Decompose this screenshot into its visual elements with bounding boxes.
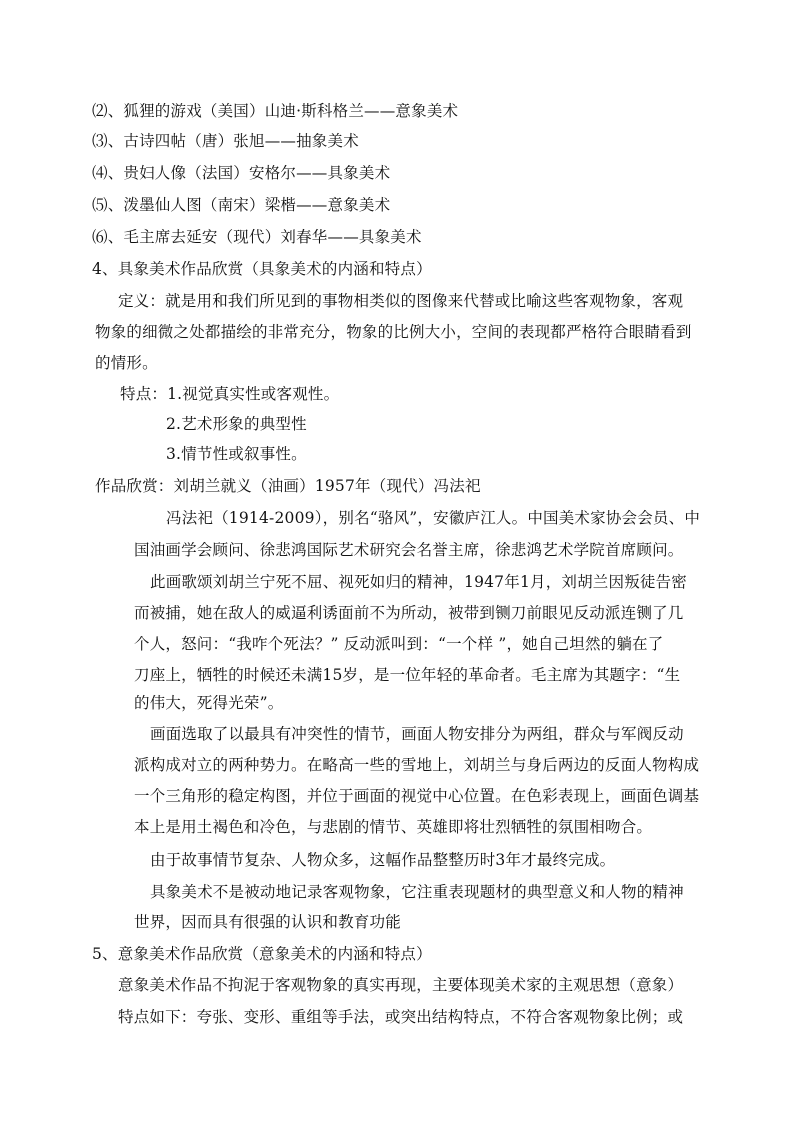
- feature-item: 特点：1.视觉真实性或客观性。: [120, 385, 340, 403]
- story-line: 此画歌颂刘胡兰宁死不屈、视死如归的精神，1947年1月，刘胡兰因叛徒告密: [150, 573, 688, 591]
- story-line: 个人，怒问：“我咋个死法？” 反动派叫到：“一个样 ”，她自己坦然的躺在了: [134, 635, 664, 653]
- story-line: 的伟大，死得光荣”。: [134, 694, 284, 712]
- list-item: ⑷、贵妇人像（法国）安格尔——具象美术: [92, 164, 391, 182]
- section-heading: 4、具象美术作品欣赏（具象美术的内涵和特点）: [92, 260, 432, 278]
- list-item: ⑶、古诗四帖（唐）张旭——抽象美术: [92, 132, 359, 150]
- list-item: ⑹、毛主席去延安（现代）刘春华——具象美术: [92, 228, 422, 246]
- feature-item: 2.艺术形象的典型性: [166, 415, 307, 433]
- artist-bio-line: 国油画学会顾问、徐悲鸿国际艺术研究会名誉主席，徐悲鸿艺术学院首席顾问。: [134, 541, 684, 559]
- section5-line: 意象美术作品不拘泥于客观物象的真实再现，主要体现美术家的主观思想（意象）: [118, 976, 684, 994]
- composition-line: 画面选取了以最具有冲突性的情节，画面人物安排分为两组，群众与军阀反动: [150, 725, 684, 743]
- composition-line: 派构成对立的两种势力。在略高一些的雪地上，刘胡兰与身后两边的反面人物构成: [134, 756, 700, 774]
- definition-line: 物象的细微之处都描绘的非常充分，物象的比例大小，空间的表现都严格符合眼睛看到: [95, 323, 692, 341]
- completion-line: 由于故事情节复杂、人物众多，这幅作品整整历时3年才最终完成。: [150, 851, 616, 869]
- composition-line: 一个三角形的稳定构图，并位于画面的视觉中心位置。在色彩表现上，画面色调基: [134, 787, 700, 805]
- significance-line: 具象美术不是被动地记录客观物象，它注重表现题材的典型意义和人物的精神: [150, 883, 684, 901]
- artist-bio-line: 冯法祀（1914-2009），别名“骆风”，安徽庐江人。中国美术家协会会员、中: [166, 509, 701, 527]
- section5-line: 特点如下：夸张、变形、重组等手法，或突出结构特点，不符合客观物象比例；或: [118, 1008, 684, 1026]
- composition-line: 本上是用土褐色和冷色，与悲剧的情节、英雄即将壮烈牺牲的氛围相吻合。: [134, 818, 653, 836]
- feature-item: 3.情节性或叙事性。: [166, 445, 307, 463]
- story-line: 刀座上，牺牲的时候还未满15岁，是一位年轻的革命者。毛主席为其题字：“生: [134, 666, 681, 684]
- significance-line: 世界，因而具有很强的认识和教育功能: [134, 913, 401, 931]
- section-heading: 5、意象美术作品欣赏（意象美术的内涵和特点）: [92, 945, 432, 963]
- story-line: 而被捕，她在敌人的威逼利诱面前不为所动，被带到铡刀前眼见反动派连铡了几: [134, 604, 684, 622]
- definition-line: 的情形。: [95, 354, 158, 372]
- artwork-heading: 作品欣赏：刘胡兰就义（油画）1957年（现代）冯法祀: [95, 477, 481, 495]
- definition-line: 定义：就是用和我们所见到的事物相类似的图像来代替或比喻这些客观物象，客观: [118, 292, 684, 310]
- list-item: ⑸、泼墨仙人图（南宋）梁楷——意象美术: [92, 196, 391, 214]
- list-item: ⑵、狐狸的游戏（美国）山迪·斯科格兰——意象美术: [92, 102, 459, 120]
